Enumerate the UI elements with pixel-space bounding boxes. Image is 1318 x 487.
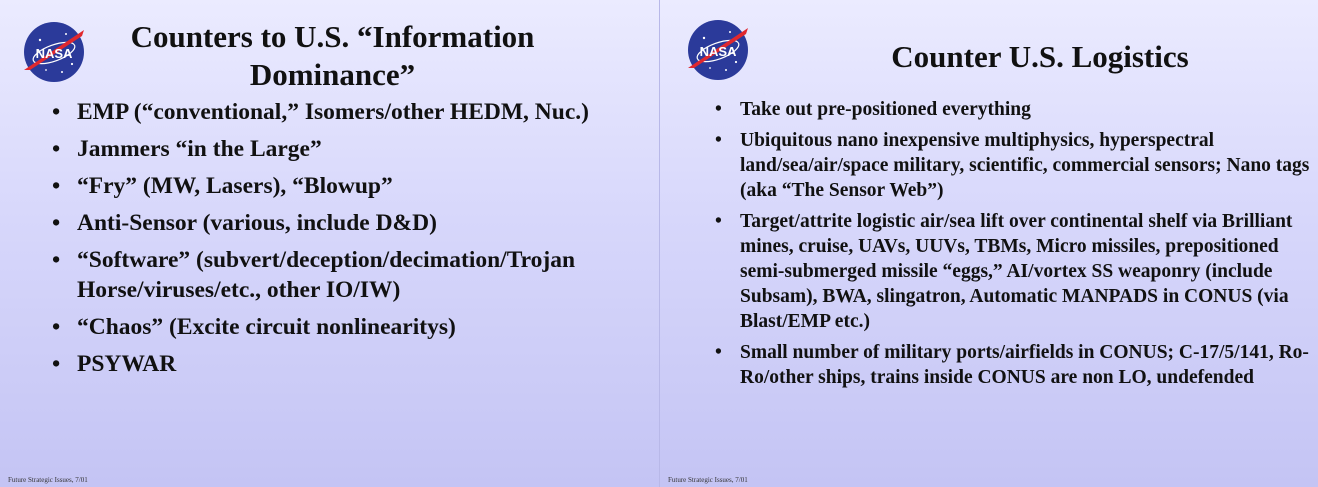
bullet-text: Ubiquitous nano inexpensive multiphysics, hyperspectral land/sea/air/space military, scientific, commercial sensors; Nano tags (aka “The Sensor Web”)	[740, 130, 1310, 201]
list-item	[715, 97, 1315, 122]
slide-title: Counters to U.S. “Information Dominance”	[130, 19, 535, 92]
slide-counter-logistics	[659, 0, 1318, 487]
slide-title: Counter U.S. Logistics	[891, 39, 1189, 74]
bullet-icon: •	[715, 99, 722, 120]
bullet-icon: •	[52, 247, 61, 273]
list-item	[52, 134, 632, 164]
nasa-logo	[686, 18, 750, 82]
nasa-logo	[22, 20, 86, 84]
bullet-text: Jammers “in the Large”	[77, 136, 322, 162]
bullet-icon: •	[52, 314, 61, 340]
list-item	[715, 209, 1315, 334]
bullet-text: “Chaos” (Excite circuit nonlinearitys)	[77, 314, 456, 340]
bullet-text: Target/attrite logistic air/sea lift over continental shelf via Brilliant mines, cruise, UAVs, UUVs, TBMs, Micro missiles, prepositioned semi-submerged missile “eggs,” AI/vortex SS weaponry (include Subsam), BWA, slingatron, Automatic MANPADS in CONUS (via Blast/EMP etc.)	[740, 211, 1293, 332]
bullet-text: “Software” (subvert/deception/decimation/Trojan Horse/viruses/etc., other IO/IW)	[77, 247, 576, 303]
list-item	[715, 128, 1315, 203]
list-item	[715, 340, 1315, 390]
bullet-text: PSYWAR	[77, 351, 177, 377]
bullet-text: Take out pre-positioned everything	[740, 99, 1031, 120]
bullet-text: Small number of military ports/airfields in CONUS; C-17/5/141, Ro-Ro/other ships, trains inside CONUS are non LO, undefended	[740, 342, 1309, 388]
bullet-icon: •	[715, 342, 722, 363]
bullet-list	[52, 97, 632, 386]
bullet-icon: •	[715, 211, 722, 232]
bullet-icon: •	[715, 130, 722, 151]
bullet-list	[715, 97, 1315, 396]
nasa-logo-text: NASA	[699, 44, 737, 59]
bullet-icon: •	[52, 173, 61, 199]
list-item	[52, 312, 632, 342]
bullet-icon: •	[52, 210, 61, 236]
bullet-text: Anti-Sensor (various, include D&D)	[77, 210, 437, 236]
bullet-text: “Fry” (MW, Lasers), “Blowup”	[77, 173, 393, 199]
list-item	[52, 349, 632, 379]
slide-footer: Future Strategic Issues, 7/01	[668, 476, 748, 484]
nasa-logo-text: NASA	[35, 46, 73, 61]
bullet-icon: •	[52, 99, 61, 125]
bullet-icon: •	[52, 351, 61, 377]
slide-footer: Future Strategic Issues, 7/01	[8, 476, 88, 484]
list-item	[52, 245, 632, 305]
list-item	[52, 171, 632, 201]
list-item	[52, 208, 632, 238]
bullet-icon: •	[52, 136, 61, 162]
bullet-text: EMP (“conventional,” Isomers/other HEDM, Nuc.)	[77, 99, 589, 125]
list-item	[52, 97, 632, 127]
